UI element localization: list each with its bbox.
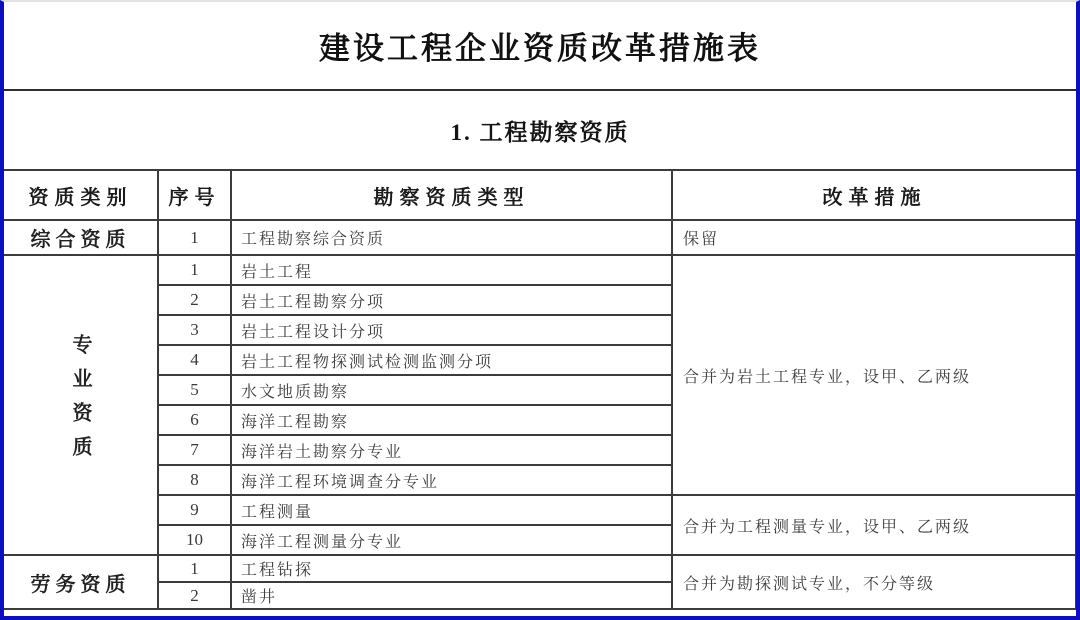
row-number-cell: 1 <box>158 220 231 255</box>
qualification-type-cell: 海洋工程勘察 <box>231 405 672 435</box>
qualification-type-cell: 海洋岩土勘察分专业 <box>231 435 672 465</box>
row-number-cell: 9 <box>158 495 231 525</box>
row-number-cell: 1 <box>158 555 231 582</box>
qualification-type-cell: 工程测量 <box>231 495 672 525</box>
qualification-type-cell: 工程钻探 <box>231 555 672 582</box>
qualification-type-cell: 岩土工程设计分项 <box>231 315 672 345</box>
row-number-cell: 2 <box>158 582 231 609</box>
table-row <box>4 220 1076 255</box>
subtitle-section <box>4 91 1076 169</box>
qualification-type-cell: 水文地质勘察 <box>231 375 672 405</box>
row-number-cell: 3 <box>158 315 231 345</box>
category-label-vertical: 专业资质 <box>69 334 91 470</box>
reform-measure-cell: 合并为勘探测试专业，不分等级 <box>672 555 1076 609</box>
title-section <box>4 2 1076 91</box>
qualification-type-cell: 凿井 <box>231 582 672 609</box>
header-type: 勘察资质类型 <box>231 170 672 220</box>
row-number-cell: 6 <box>158 405 231 435</box>
header-no: 序号 <box>158 170 231 220</box>
page-title: 建设工程企业资质改革措施表 <box>319 31 761 66</box>
row-number-cell: 1 <box>158 255 231 285</box>
row-number-cell: 8 <box>158 465 231 495</box>
reform-measure-cell: 合并为工程测量专业，设甲、乙两级 <box>672 495 1076 555</box>
table-row <box>4 255 1076 285</box>
qualification-type-cell: 岩土工程勘察分项 <box>231 285 672 315</box>
category-cell-comprehensive: 综合资质 <box>4 220 158 255</box>
section-title: 1. 工程勘察资质 <box>450 119 630 145</box>
table-header-row <box>4 170 1076 220</box>
table-row <box>4 555 1076 582</box>
header-measure: 改革措施 <box>672 170 1076 220</box>
qualification-type-cell: 工程勘察综合资质 <box>231 220 672 255</box>
row-number-cell: 10 <box>158 525 231 555</box>
row-number-cell: 5 <box>158 375 231 405</box>
row-number-cell: 4 <box>158 345 231 375</box>
reform-measure-cell: 保留 <box>672 220 1076 255</box>
qualification-type-cell: 海洋工程测量分专业 <box>231 525 672 555</box>
qualification-reform-table <box>4 169 1077 610</box>
row-number-cell: 2 <box>158 285 231 315</box>
table-row <box>4 495 1076 525</box>
category-cell-labor: 劳务资质 <box>4 555 158 609</box>
row-number-cell: 7 <box>158 435 231 465</box>
category-cell-professional <box>4 255 158 555</box>
qualification-type-cell: 岩土工程物探测试检测监测分项 <box>231 345 672 375</box>
header-category: 资质类别 <box>4 170 158 220</box>
reform-measure-cell: 合并为岩土工程专业，设甲、乙两级 <box>672 255 1076 495</box>
qualification-type-cell: 岩土工程 <box>231 255 672 285</box>
qualification-type-cell: 海洋工程环境调查分专业 <box>231 465 672 495</box>
